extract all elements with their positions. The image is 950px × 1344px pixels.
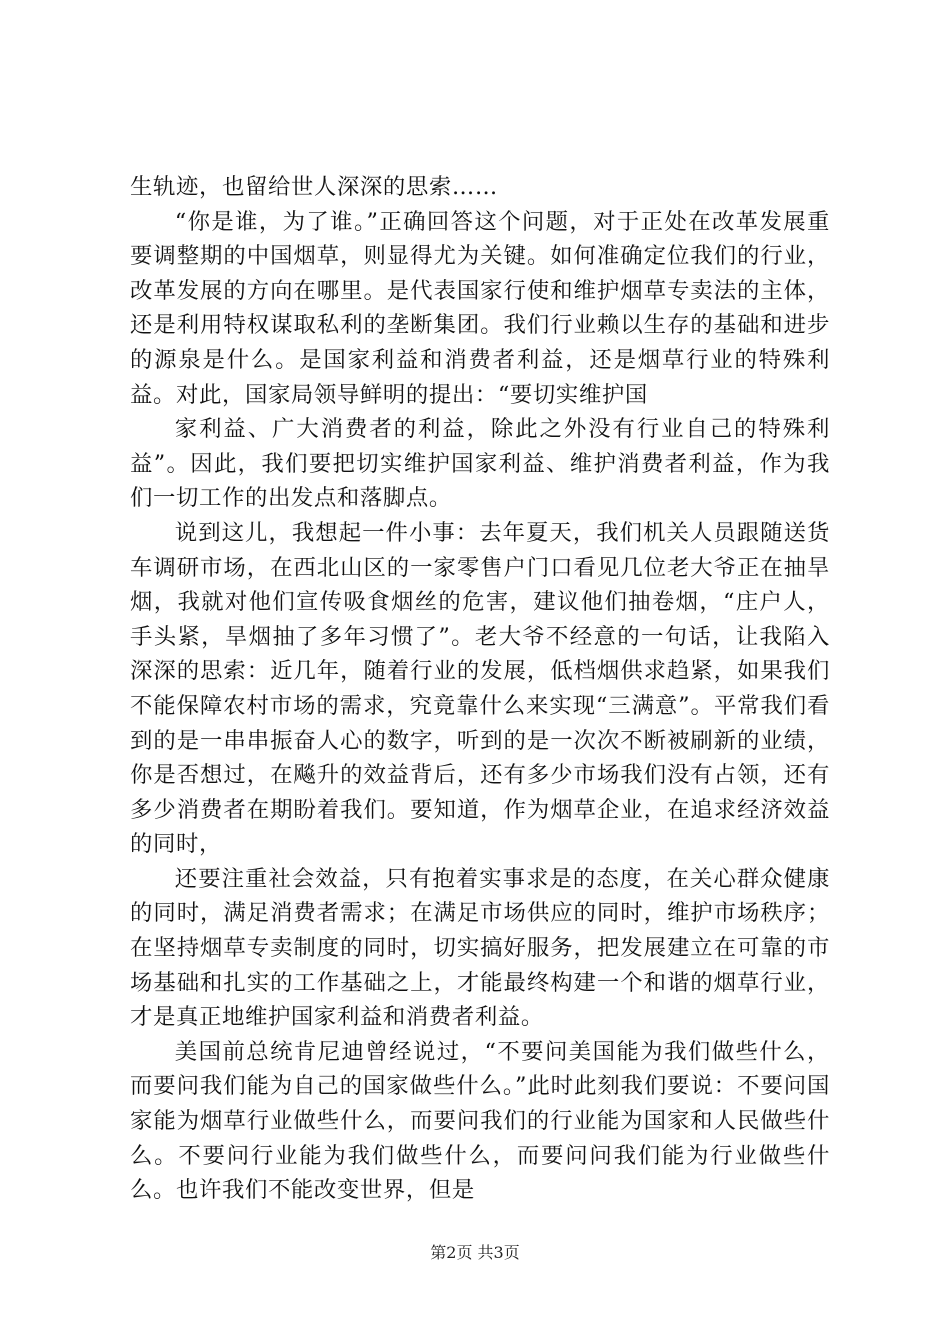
paragraph-4: 说到这儿，我想起一件小事：去年夏天，我们机关人员跟随送货车调研市场，在西北山区的一家零售户门口看见几位老大爷正在抽旱烟，我就对他们宣传吸食烟丝的危害，建议他们抽卷烟，“庄户人，手头紧，旱烟抽了多年习惯了”。老大爷不经意的一句话，让我陷入深深的思索：近几年，随着行业的发展，低档烟供求趋紧，如果我们不能保障农村市场的需求，究竟靠什么来实现“三满意”。平常我们看到的是一串串振奋人心的数字，听到的是一次次不断被刷新的业绩，你是否想过，在飚升的效益背后，还有多少市场我们没有占领，还有多少消费者在期盼着我们。要知道，作为烟草企业，在追求经济效益的同时， xyxy=(130,519,830,858)
paragraph-6: 美国前总统肯尼迪曾经说过，“不要问美国能为我们做些什么，而要问我们能为自己的国家做些什么。”此时此刻我们要说：不要问国家能为烟草行业做些什么，而要问我们的行业能为国家和人民做些什么。不要问行业能为我们做些什么，而要问问我们能为行业做些什么。也许我们不能改变世界，但是 xyxy=(130,1038,830,1204)
paragraph-5: 还要注重社会效益，只有抱着实事求是的态度，在关心群众健康的同时，满足消费者需求；在满足市场供应的同时，维护市场秩序；在坚持烟草专卖制度的同时，切实搞好服务，把发展建立在可靠的市场基础和扎实的工作基础之上，才能最终构建一个和谐的烟草行业，才是真正地维护国家利益和消费者利益。 xyxy=(130,865,830,1031)
paragraph-1: 生轨迹，也留给世人深深的思索…… xyxy=(130,174,498,200)
paragraph-2: “你是谁，为了谁。”正确回答这个问题，对于正处在改革发展重要调整期的中国烟草，则显得尤为关键。如何准确定位我们的行业，改革发展的方向在哪里。是代表国家行使和维护烟草专卖法的主体，还是利用特权谋取私利的垄断集团。我们行业赖以生存的基础和进步的源泉是什么。是国家利益和消费者利益，还是烟草行业的特殊利益。对此，国家局领导鲜明的提出：“要切实维护国 xyxy=(130,208,830,408)
paragraph-3: 家利益、广大消费者的利益，除此之外没有行业自己的特殊利益”。因此，我们要把切实维护国家利益、维护消费者利益，作为我们一切工作的出发点和落脚点。 xyxy=(130,416,830,512)
document-body xyxy=(130,170,830,1208)
page-footer: 第2页 共3页 xyxy=(430,1243,520,1262)
